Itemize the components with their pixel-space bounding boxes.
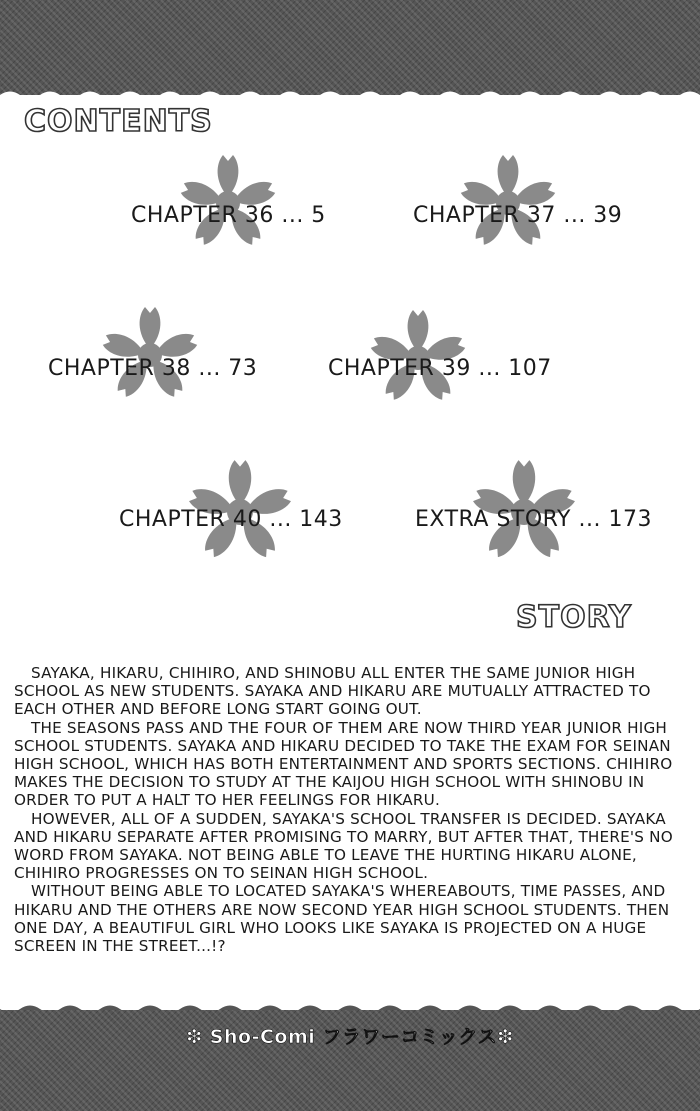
publisher-label: ❇ Sho-Comi フラワーコミックス❇ <box>186 1026 514 1048</box>
contents-entry-chapter-38[interactable]: CHAPTER 38 ... 73 <box>48 356 258 381</box>
story-paragraph: THE SEASONS PASS AND THE FOUR OF THEM ARE NOW THIRD YEAR JUNIOR HIGH SCHOOL STUDENTS. SAYAKA AND HIKARU DECIDED TO TAKE THE EXAM FOR SEINAN HIGH SCHOOL, WHICH HAS BOTH ENTERTAINMENT AND SPORTS SECTIONS. CHIHIRO MAKES THE DECISION TO STUDY AT THE KAIJOU HIGH SCHOOL WITH SHINOBU IN ORDER TO PUT A HALT TO HER FEELINGS FOR HIKARU. <box>14 718 673 810</box>
story-synopsis <box>14 664 690 955</box>
contents-entry-chapter-39[interactable]: CHAPTER 39 ... 107 <box>328 356 552 381</box>
story-paragraph: WITHOUT BEING ABLE TO LOCATED SAYAKA'S WHEREABOUTS, TIME PASSES, AND HIKARU AND THE OTHERS ARE NOW SECOND YEAR HIGH SCHOOL STUDENTS. THEN ONE DAY, A BEAUTIFUL GIRL WHO LOOKS LIKE SAYAKA IS PROJECTED ON A HUGE SCREEN IN THE STREET...!? <box>14 882 670 956</box>
contents-entry-chapter-40[interactable]: CHAPTER 40 ... 143 <box>119 507 343 532</box>
top-screentone-band <box>0 0 700 95</box>
story-paragraph: HOWEVER, ALL OF A SUDDEN, SAYAKA'S SCHOOL TRANSFER IS DECIDED. SAYAKA AND HIKARU SEPARATE AFTER PROMISING TO MARRY, BUT AFTER THAT, THERE'S NO WORD FROM SAYAKA. NOT BEING ABLE TO LEAVE THE HURTING HIKARU ALONE, CHIHIRO PROGRESSES ON TO SEINAN HIGH SCHOOL. <box>14 809 673 883</box>
story-paragraph: SAYAKA, HIKARU, CHIHIRO, AND SHINOBU ALL ENTER THE SAME JUNIOR HIGH SCHOOL AS NEW STUDENTS. SAYAKA AND HIKARU ARE MUTUALLY ATTRACTED TO EACH OTHER AND BEFORE LONG START GOING OUT. <box>14 664 651 719</box>
contents-entry-chapter-36[interactable]: CHAPTER 36 ... 5 <box>131 203 326 228</box>
top-wavy-edge <box>0 86 700 104</box>
contents-heading: CONTENTS <box>24 104 213 139</box>
contents-entry-extra-story[interactable]: EXTRA STORY ... 173 <box>415 507 652 532</box>
contents-entry-chapter-37[interactable]: CHAPTER 37 ... 39 <box>413 203 623 228</box>
sakura-flower-icon <box>100 305 200 405</box>
story-heading: STORY <box>516 600 632 635</box>
